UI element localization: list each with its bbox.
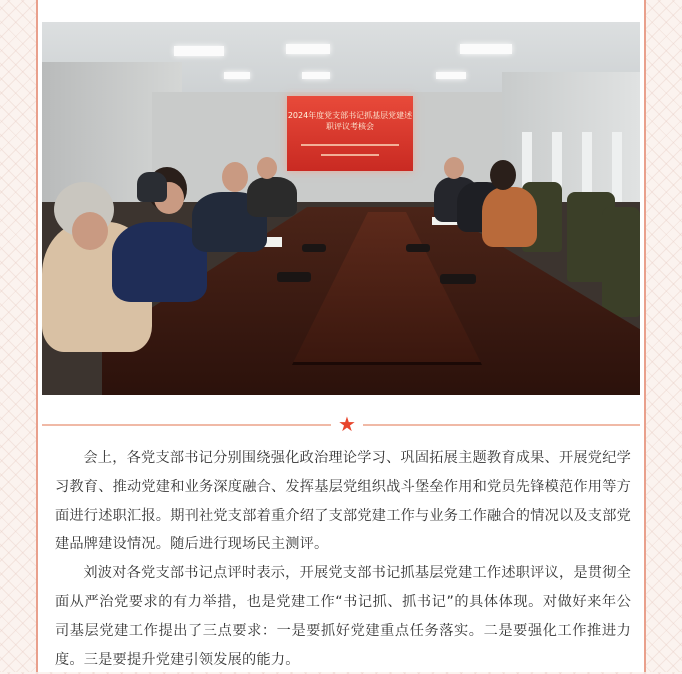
ceiling-light (224, 72, 250, 79)
ceiling-light (174, 46, 224, 56)
projector-screen (287, 96, 413, 171)
attendee-head (490, 160, 516, 190)
ceiling-light (460, 44, 512, 54)
microphone (277, 272, 311, 282)
screen-title: 2024年度党支部书记抓基层党建述职评议考核会 (287, 111, 413, 131)
attendee-face (222, 162, 248, 192)
screen-subtitle-line (301, 144, 399, 146)
chair (602, 207, 640, 317)
ceiling-light (436, 72, 466, 79)
paragraph: 刘波对各党支部书记点评时表示，开展党支部书记抓基层党建工作述职评议，是贯彻全面从严治党要求的有力举措，也是党建工作“书记抓、抓书记”的具体体现。对做好来年公司基层党建工作提出了三点要求：一是要抓好党建重点任务落实。二是要强化工作推进力度。三是要提升党建引领发展的能力。 (55, 565, 631, 668)
attendee-face (444, 157, 464, 179)
star-icon: ★ (331, 414, 363, 434)
microphone (302, 244, 326, 252)
screen-date-line (321, 154, 379, 156)
attendee (137, 172, 167, 202)
ceiling-light (302, 72, 330, 79)
attendee-face (257, 157, 277, 179)
article-body (55, 444, 631, 674)
attendee (247, 177, 297, 217)
attendee-face (72, 212, 108, 250)
attendee (482, 187, 537, 247)
ceiling-light (286, 44, 330, 54)
microphone (406, 244, 430, 252)
meeting-photo (42, 22, 640, 395)
paragraph: 会上，各党支部书记分别围绕强化政治理论学习、巩固拓展主题教育成果、开展党纪学习教育、推动党建和业务深度融合、发挥基层党组织战斗堡垒作用和党员先锋模范作用等方面进行述职汇报。期刊社党支部着重介绍了支部党建工作与业务工作融合的情况以及支部党建品牌建设情况。随后进行现场民主测评。 (55, 450, 631, 553)
microphone (440, 274, 476, 284)
